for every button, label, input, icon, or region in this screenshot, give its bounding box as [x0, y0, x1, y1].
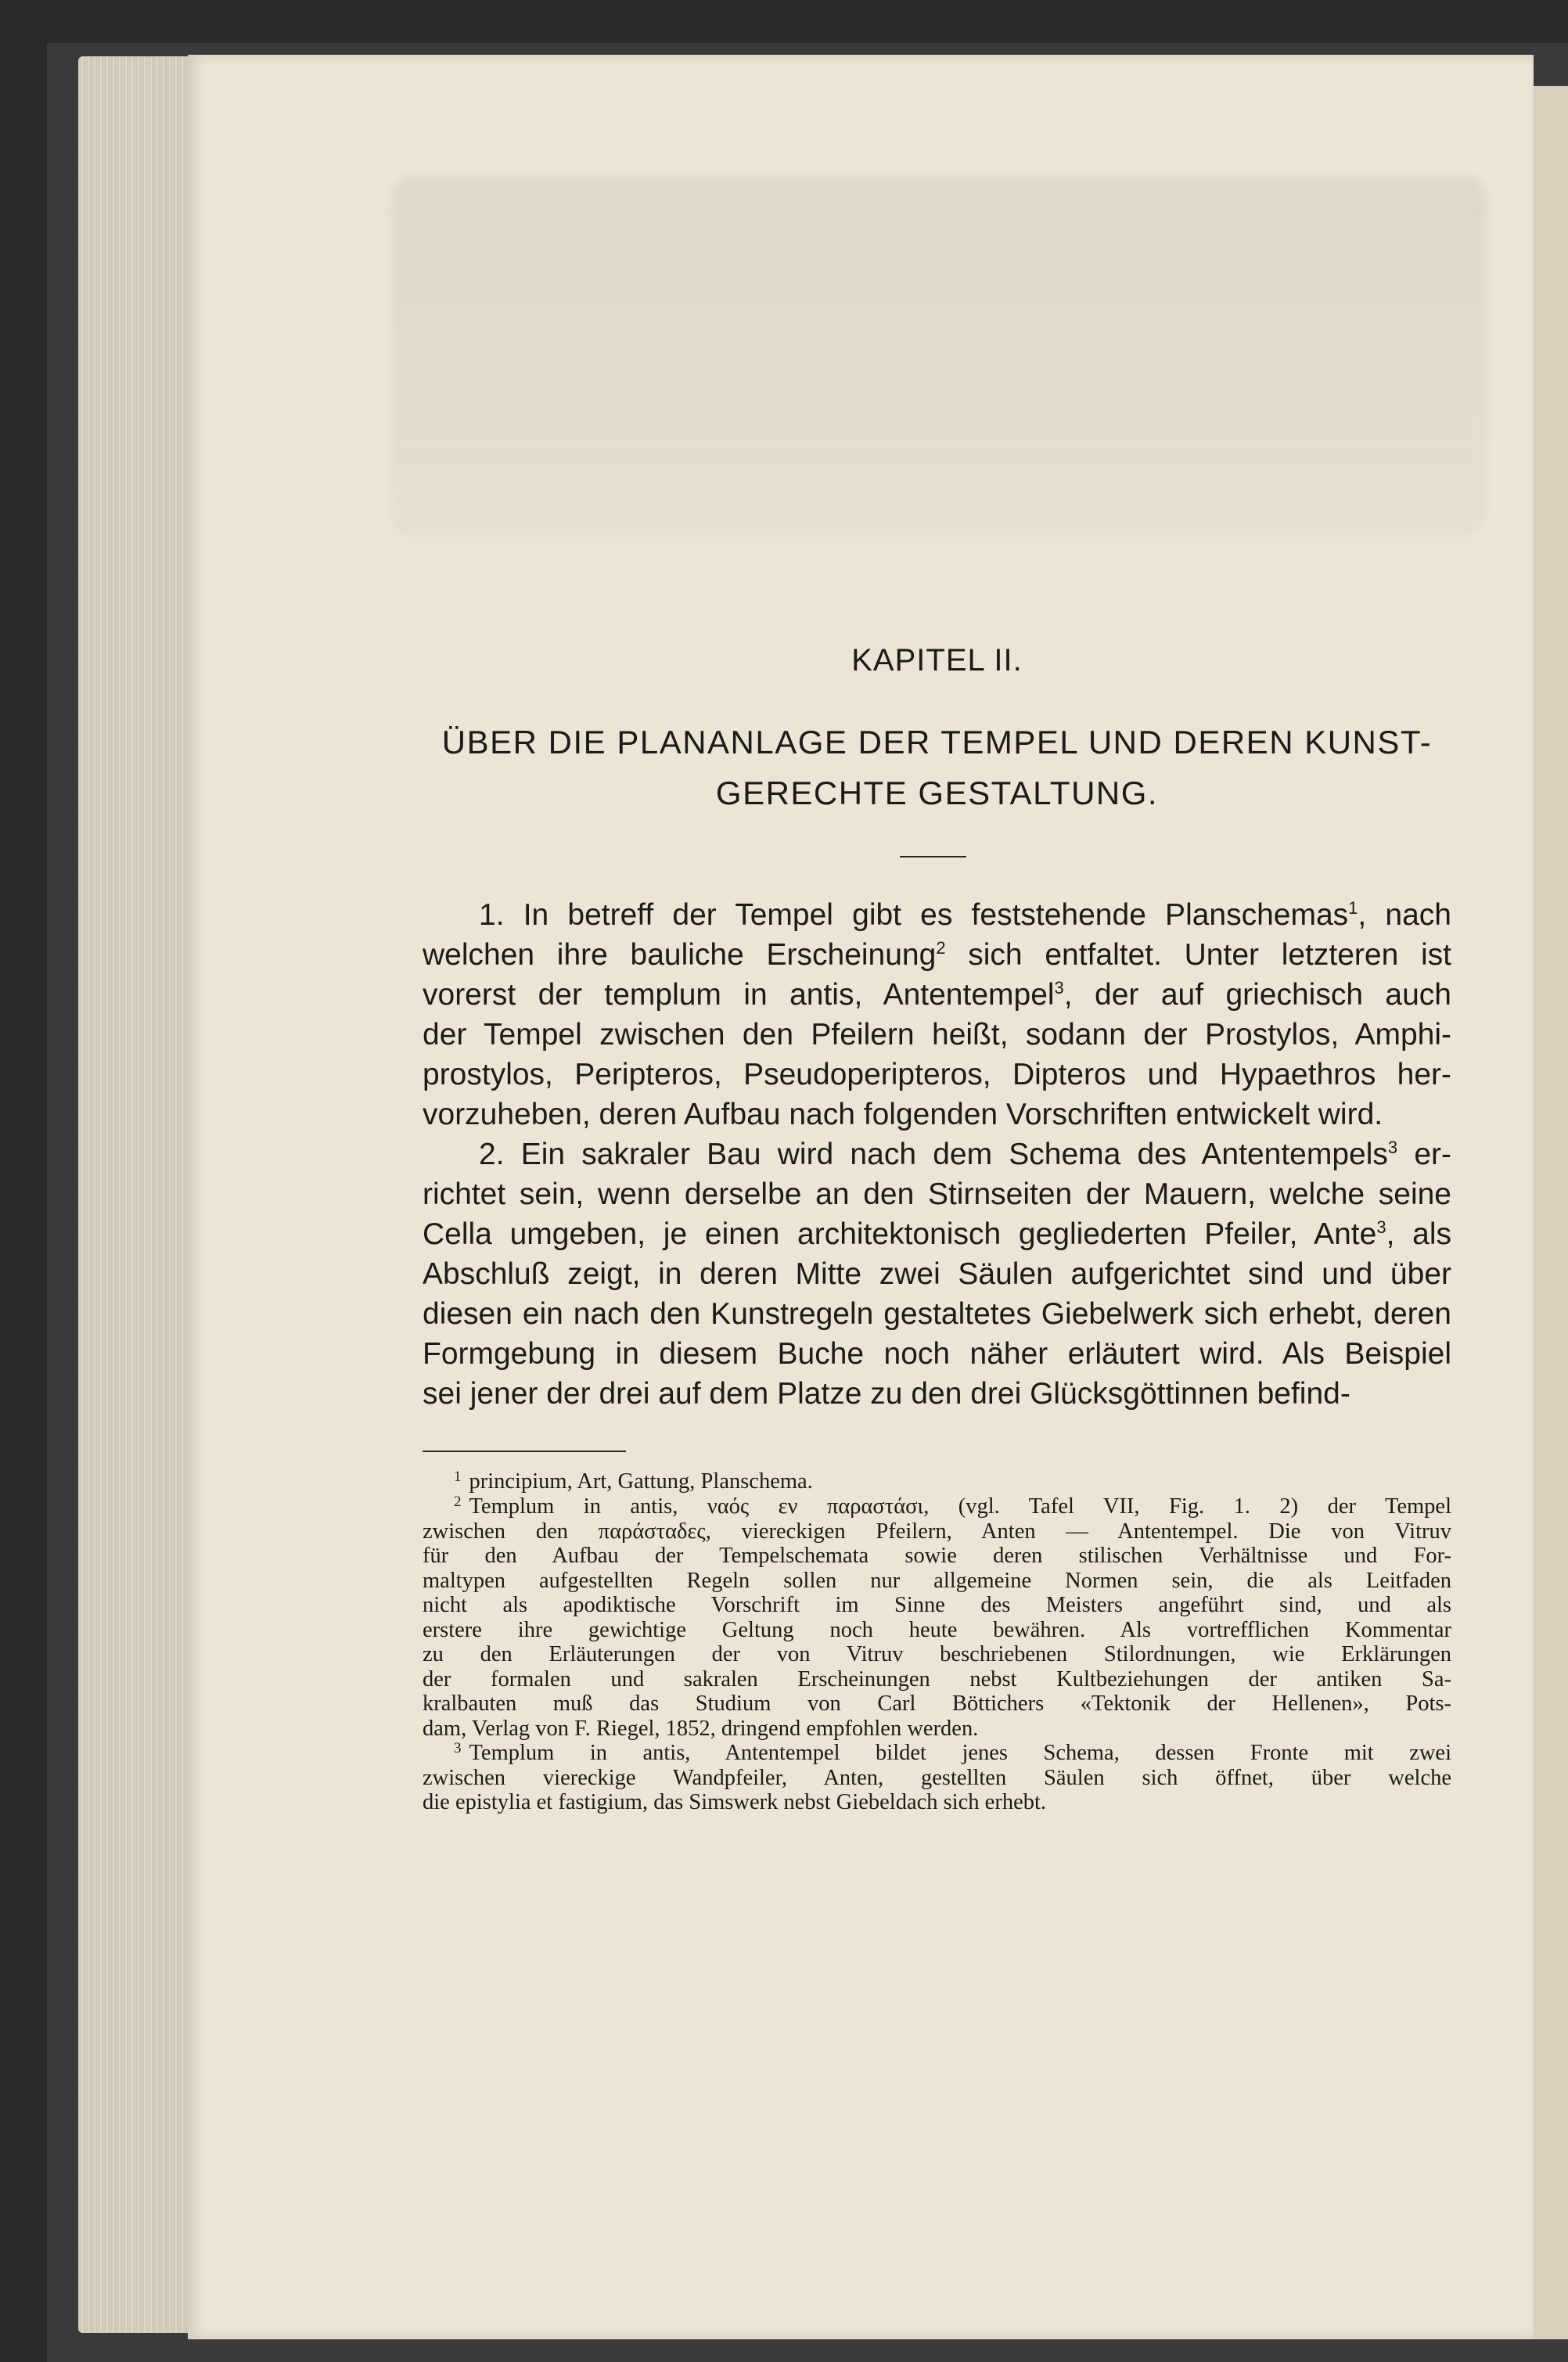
text-line: welchen ihre bauliche Erscheinung$^2$ sich entfaltet. Unter letzteren ist: [423, 938, 1451, 972]
text-line: der Tempel zwischen den Pfeilern heißt, sodann der Prostylos, Amphi-: [423, 1018, 1451, 1052]
footnote-line: erstere ihre gewichtige Geltung noch heute bewähren. Als vortrefflichen Kommentar: [423, 1617, 1451, 1642]
text-line: diesen ein nach den Kunstregeln gestaltetes Giebelwerk sich erhebt, deren: [423, 1297, 1451, 1331]
footnote-1: [423, 1469, 1451, 1494]
footnote-line: $^1$ principium, Art, Gattung, Planschema.: [454, 1469, 813, 1494]
text-line: richtet sein, wenn derselbe an den Stirnseiten der Mauern, welche seine: [423, 1177, 1451, 1211]
footnote-number: 1: [454, 1469, 462, 1485]
text-line: vorzuheben, deren Aufbau nach folgenden Vorschriften entwickelt wird.: [423, 1098, 1383, 1131]
footnote-marker: 3: [1376, 1217, 1386, 1237]
text-line: prostylos, Peripteros, Pseudoperipteros, Dipteros und Hypaethros her-: [423, 1058, 1451, 1091]
footnote-2: [423, 1494, 1451, 1741]
footnote-rule: [423, 1451, 626, 1452]
paragraph-2: [423, 1134, 1451, 1414]
footnote-number: 3: [454, 1740, 462, 1756]
footnote-number: 2: [454, 1494, 462, 1510]
title-rule: [900, 856, 966, 857]
footnote-line: zwischen den παράσταδες, viereckigen Pfeilern, Anten — Antentempel. Die von Vitruv: [423, 1519, 1451, 1544]
footnote-line: die epistylia et fastigium, das Simswerk nebst Giebeldach sich erhebt.: [423, 1790, 1047, 1814]
footnote-marker: 3: [1387, 1138, 1398, 1157]
text-line: Abschluß zeigt, in deren Mitte zwei Säulen aufgerichtet sind und über: [423, 1257, 1451, 1291]
footnote-line: kralbauten muß das Studium von Carl Böttichers «Tektonik der Hellenen», Pots-: [423, 1692, 1451, 1716]
show-through-text: [391, 176, 1487, 536]
right-page-edge: [1534, 86, 1568, 2339]
text-line: 2. Ein sakraler Bau wird nach dem Schema des Antentempels$^3$ er-: [479, 1138, 1452, 1171]
paragraph-1: [423, 895, 1451, 1134]
chapter-heading: KAPITEL II.: [851, 643, 1023, 678]
text-line: vorerst der templum in antis, Antentempel$^3$, der auf griechisch auch: [423, 978, 1452, 1012]
text-line: Formgebung in diesem Buche noch näher erläutert wird. Als Beispiel: [423, 1337, 1451, 1371]
footnote-line: der formalen und sakralen Erscheinungen nebst Kultbeziehungen der antiken Sa-: [423, 1666, 1451, 1692]
text-line: 1. In betreff der Tempel gibt es feststehende Planschemas$^1$, nach: [479, 898, 1451, 932]
footnote-line: dam, Verlag von F. Riegel, 1852, dringend empfohlen werden.: [423, 1716, 979, 1741]
text-line: Cella umgeben, je einen architektonisch gegliederten Pfeiler, Ante$^3$, als: [423, 1217, 1451, 1251]
footnote-line: $^3$ Templum in antis, Antentempel bildet jenes Schema, dessen Fronte mit zwei: [454, 1740, 1451, 1765]
footnote-line: zu den Erläuterungen der von Vitruv beschriebenen Stilordnungen, wie Erklärungen: [423, 1642, 1451, 1666]
text-line: sei jener der drei auf dem Platze zu den drei Glücksgöttinnen befind-: [423, 1377, 1350, 1411]
footnote-line: nicht als apodiktische Vorschrift im Sinne des Meisters angeführt sind, und als: [423, 1593, 1451, 1617]
footnote-3: [423, 1741, 1451, 1815]
footnote-marker: 1: [1348, 898, 1358, 918]
chapter-title-line-1: ÜBER DIE PLANANLAGE DER TEMPEL UND DEREN KUNST-: [441, 724, 1433, 760]
footnote-marker: 3: [1054, 978, 1064, 998]
footnote-line: zwischen viereckige Wandpfeiler, Anten, gestellten Säulen sich öffnet, über welche: [423, 1765, 1451, 1790]
footnote-line: für den Aufbau der Tempelschemata sowie deren stilischen Verhältnisse und For-: [423, 1544, 1451, 1568]
footnote-line: $^2$ Templum in antis, ναός εν παραστάσι, (vgl. Tafel VII, Fig. 1. 2) der Tempel: [454, 1494, 1451, 1519]
footnote-marker: 2: [936, 938, 946, 958]
page-edge-stack: [78, 56, 196, 2333]
footnote-line: maltypen aufgestellten Regeln sollen nur allgemeine Normen sein, die als Leitfaden: [423, 1568, 1451, 1593]
chapter-title-line-2: GERECHTE GESTALTUNG.: [715, 775, 1159, 811]
